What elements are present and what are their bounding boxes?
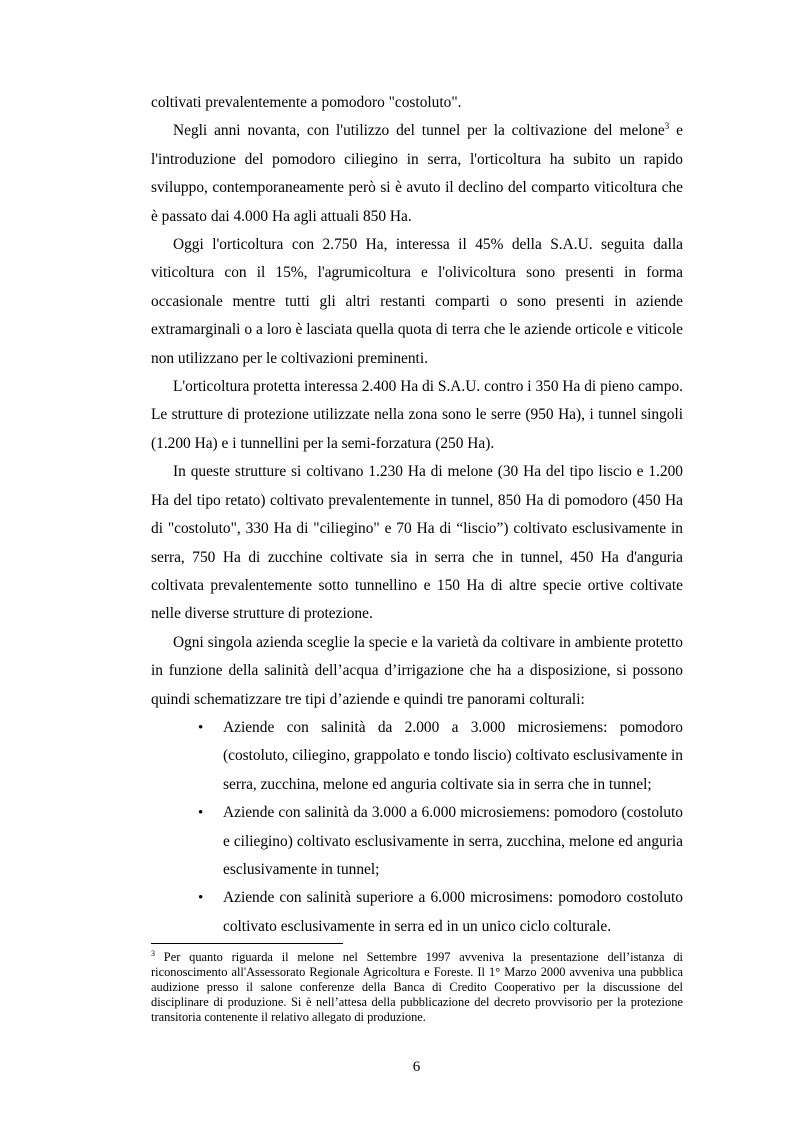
bullet-icon: • [198, 805, 204, 822]
bullet-icon: • [198, 719, 204, 736]
paragraph-1: coltivati prevalentemente a pomodoro "costoluto". [151, 94, 462, 111]
paragraph-6: Ogni singola azienda sceglie la specie e la varietà da coltivare in ambiente protetto in funzione della salinità dell’acqua d’irrigazione che ha a disposizione, si possono quindi schematizzare tre tipi d’aziende e quindi tre panorami colturali: [151, 633, 683, 708]
bullet-item-2-text: Aziende con salinità da 3.000 a 6.000 microsiemens: pomodoro (costoluto e ciliegino) coltivato esclusivamente in serra, zucchina, melone ed anguria esclusivamente in tunnel; [223, 804, 683, 878]
footnote-marker: 3 [151, 949, 155, 958]
bullet-item-1 [198, 714, 683, 799]
bullet-list [151, 714, 683, 941]
bullet-item-2 [198, 799, 683, 884]
paragraph-2 [151, 117, 683, 231]
paragraph-2-text-a: Negli anni novanta, con l'utilizzo del tunnel per la coltivazione del melone [173, 122, 665, 140]
bullet-item-3-text: Aziende con salinità superiore a 6.000 microsimens: pomodoro costoluto coltivato esclusivamente in serra ed in un unico ciclo colturale. [223, 889, 683, 935]
paragraph-4: L'orticoltura protetta interessa 2.400 Ha di S.A.U. contro i 350 Ha di pieno campo. Le strutture di protezione utilizzate nella zona sono le serre (950 Ha), i tunnel singoli (1.200 Ha) e i tunnellini per la semi-forzatura (250 Ha). [151, 378, 683, 452]
footnote-separator [151, 943, 343, 944]
bullet-item-1-text: Aziende con salinità da 2.000 a 3.000 microsiemens: pomodoro (costoluto, ciliegino, grappolato e tondo liscio) coltivato esclusivamente in serra, zucchina, melone ed anguria coltivate sia in serra che in tunnel; [223, 718, 683, 793]
footnote [151, 950, 683, 1025]
bullet-item-3 [198, 884, 683, 941]
paragraph-5: In queste strutture si coltivano 1.230 Ha di melone (30 Ha del tipo liscio e 1.200 Ha del tipo retato) coltivato prevalentemente in tunnel, 850 Ha di pomodoro (450 Ha di "costoluto", 330 Ha di "ciliegino" e 70 Ha di “liscio”) coltivato esclusivamente in serra, 750 Ha di zucchine coltivate sia in serra che in tunnel, 450 Ha d'anguria coltivata prevalentemente sotto tunnellino e 150 Ha di altre specie ortive coltivate nelle diverse strutture di protezione. [151, 463, 683, 623]
bullet-icon: • [198, 890, 204, 907]
paragraph-2-text-b: e l'introduzione del pomodoro ciliegino in serra, l'orticoltura ha subito un rapido sviluppo, contemporaneamente però si è avuto il declino del comparto viticoltura che è passato dai 4.000 Ha agli attuali 850 Ha. [151, 122, 683, 225]
body-text [151, 89, 683, 941]
footnote-text: Per quanto riguarda il melone nel Settembre 1997 avveniva la presentazione dell’istanza di riconoscimento all'Assessorato Regionale Agricoltura e Foreste. Il 1° Marzo 2000 avveniva una pubblica audizione presso il salone conferenze della Banca di Credito Cooperativo per la discussione del disciplinare di produzione. Si è nell’attesa della pubblicazione del decreto provvisorio per la protezione transitoria contenente il relativo allegato di produzione. [151, 950, 683, 1025]
footnote-reference[interactable]: 3 [664, 121, 670, 132]
paragraph-3: Oggi l'orticoltura con 2.750 Ha, interessa il 45% della S.A.U. seguita dalla viticoltura con il 15%, l'agrumicoltura e l'olivicoltura sono presenti in forma occasionale mentre tutti gli altri restanti comparti o sono presenti in aziende extramarginali o a loro è lasciata quella quota di terra che le aziende orticole e viticole non utilizzano per le coltivazioni preminenti. [151, 236, 683, 367]
page-number: 6 [412, 1059, 421, 1075]
